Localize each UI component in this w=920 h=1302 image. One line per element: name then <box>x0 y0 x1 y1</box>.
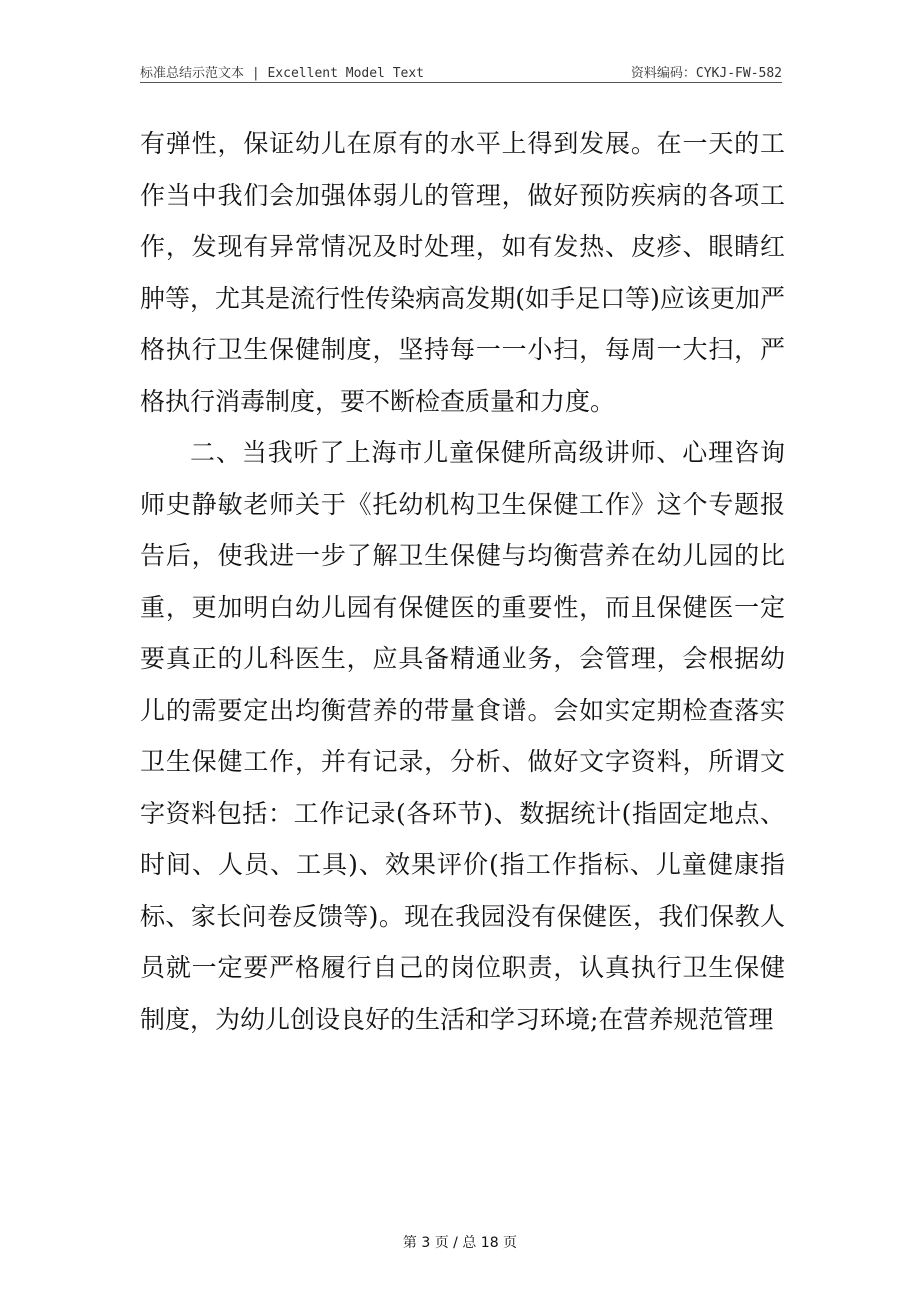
page-number: 第 3 页 / 总 18 页 <box>402 1235 518 1251</box>
body-paragraph-2: 二、当我听了上海市儿童保健所高级讲师、心理咨询师史静敏老师关于《托幼机构卫生保健工作》这个专题报告后，使我进一步了解卫生保健与均衡营养在幼儿园的比重，更加明白幼儿园有保健医的重要性，而且保健医一定要真正的儿科医生，应具备精通业务，会管理，会根据幼儿的需要定出均衡营养的带量食谱。会如实定期检查落实卫生保健工作，并有记录，分析、做好文字资料，所谓文字资料包括：工作记录(各环节)、数据统计(指固定地点、时间、人员、工具)、效果评价(指工作指标、儿童健康指标、家长问卷反馈等)。现在我园没有保健医，我们保教人员就一定要严格履行自己的岗位职责，认真执行卫生保健制度，为幼儿创设良好的生活和学习环境;在营养规范管理 <box>140 438 785 1034</box>
page-header <box>140 60 782 83</box>
body-paragraph-1: 有弹性，保证幼儿在原有的水平上得到发展。在一天的工作当中我们会加强体弱儿的管理，做好预防疾病的各项工作，发现有异常情况及时处理，如有发热、皮疹、眼睛红肿等，尤其是流行性传染病高发期(如手足口等)应该更加严格执行卫生保健制度，坚持每一一小扫，每周一大扫，严格执行消毒制度，要不断检查质量和力度。 <box>140 129 785 416</box>
document-body <box>140 118 785 1045</box>
document-code: 资料编码：CYKJ-FW-582 <box>630 66 782 81</box>
header-title: 标准总结示范文本 | Excellent Model Text <box>140 66 425 81</box>
